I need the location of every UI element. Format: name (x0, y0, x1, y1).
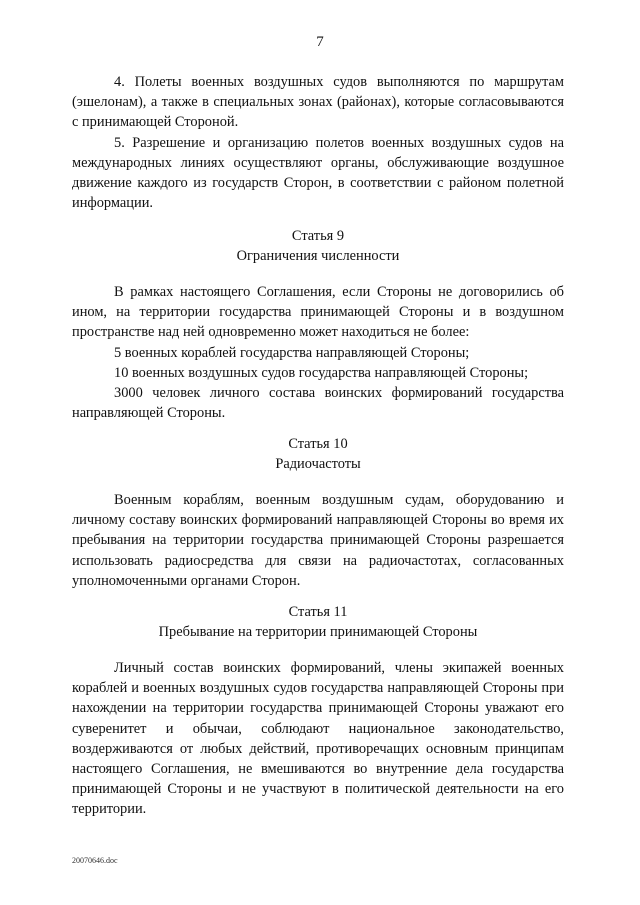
article-11-title: Пребывание на территории принимающей Стороны (158, 624, 478, 641)
article-10-number: Статья 10 (288, 436, 348, 452)
section-top (72, 72, 564, 213)
article-10 (72, 434, 564, 474)
article-11 (72, 602, 564, 642)
article-10-title: Радиочастоты (275, 456, 361, 473)
article-9-list-item: 3000 человек личного состава воинских формирований государства направляющей Стороны. (72, 385, 564, 422)
article-11-number: Статья 11 (288, 604, 348, 620)
article-11-body (72, 658, 564, 820)
article-9-list-item: 5 военных кораблей государства направляющей Стороны; (114, 344, 470, 361)
article-9-paragraph: В рамках настоящего Соглашения, если Стороны не договорились об ином, на территории государства принимающей Стороны и в воздушном пространстве над ней одновременно может находиться не более: (72, 284, 564, 341)
article-9-title: Ограничения численности (236, 248, 400, 265)
document-filename: 20070646.doc (72, 856, 118, 865)
article-10-paragraph: Военным кораблям, военным воздушным судам, оборудованию и личному составу воинских формирований направляющей Стороны во время их пребывания на территории государства принимающей Стороны разрешается использовать радиосредства для связи на радиочастотах, согласованных уполномоченными органами Сторон. (72, 492, 564, 589)
article-9-list-item: 10 военных воздушных судов государства направляющей Стороны; (114, 364, 529, 381)
paragraph-item-5: 5. Разрешение и организацию полетов военных воздушных судов на международных линиях осуществляют органы, обслуживающие воздушное движение каждого из государств Сторон, в соответствии с районом полетной информации. (72, 134, 564, 212)
article-10-body (72, 490, 564, 591)
article-9-body (72, 282, 564, 423)
paragraph-item-4: 4. Полеты военных воздушных судов выполняются по маршрутам (эшелонам), а также в специальных зонах (районах), которые согласовываются с принимающей Стороной. (72, 74, 564, 131)
article-9-number: Статья 9 (291, 228, 345, 244)
page-number: 7 (316, 34, 324, 50)
article-11-paragraph: Личный состав воинских формирований, члены экипажей военных кораблей и военных воздушных судов государства направляющей Стороны при нахождении на территории государства принимающей Стороны уважают его суверенитет и обычаи, соблюдают национальное законодательство, воздерживаются от любых действий, противоречащих основным принципам настоящего Соглашения, не вмешиваются во внутренние дела государства принимающей Стороны и не участвуют в политической деятельности на его территории. (72, 660, 564, 818)
article-9 (72, 226, 564, 266)
